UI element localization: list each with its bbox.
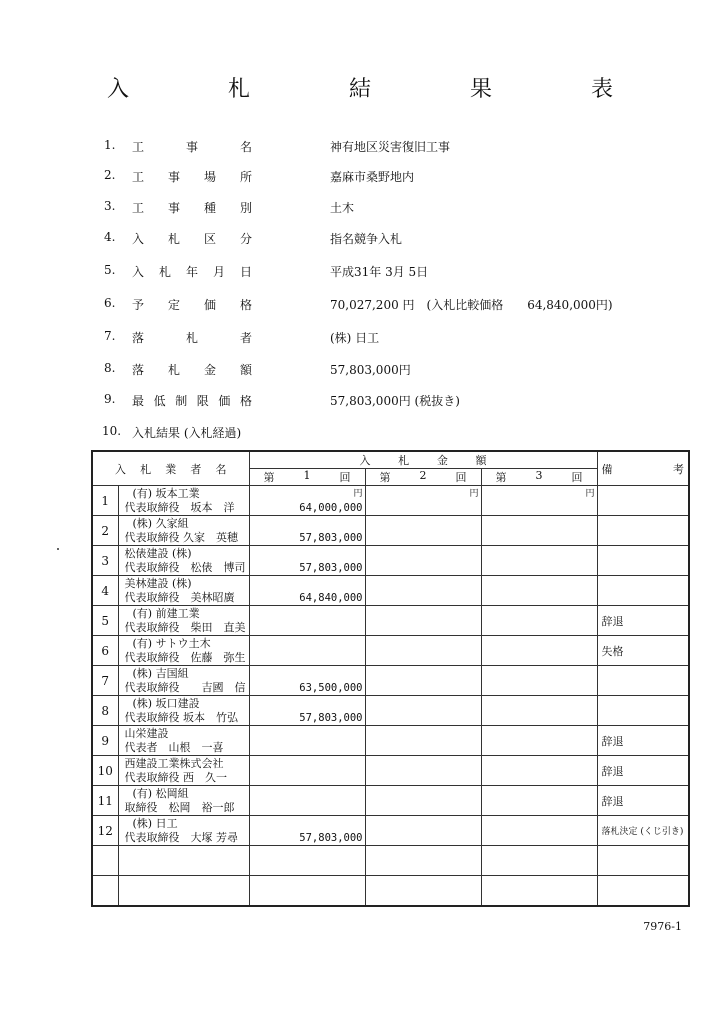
bid-amount-value: 64,840,000 bbox=[299, 592, 363, 604]
table-row bbox=[92, 786, 689, 816]
bid-amount-round-1 bbox=[249, 726, 365, 756]
empty-cell bbox=[597, 876, 689, 907]
info-value: 嘉麻市桑野地内 bbox=[330, 170, 415, 184]
empty-cell bbox=[249, 846, 365, 876]
bid-amount-round-3 bbox=[481, 726, 597, 756]
bid-amount-round-1 bbox=[249, 486, 365, 516]
header-char: 者 bbox=[190, 462, 202, 476]
bidder-name bbox=[118, 516, 249, 546]
remarks bbox=[597, 546, 689, 576]
bid-amount-round-2 bbox=[365, 486, 481, 516]
header-char: 第 bbox=[379, 471, 391, 484]
representative: 代表取締役 吉國 信 bbox=[124, 680, 246, 694]
project-info bbox=[0, 0, 720, 440]
page-title: 入 札 結 果 表 bbox=[107, 77, 659, 102]
company-name: 美林建設 (株) bbox=[124, 576, 192, 590]
info-label-char: 所 bbox=[239, 170, 252, 184]
table-row bbox=[92, 516, 689, 546]
header-char: 考 bbox=[673, 462, 685, 476]
info-label bbox=[132, 230, 252, 247]
info-row-10 bbox=[0, 424, 720, 442]
info-label: 入札結果 (入札経過) bbox=[132, 426, 242, 440]
info-label-char: 限 bbox=[196, 394, 209, 408]
header-char: 入 bbox=[115, 462, 126, 476]
bid-amount-round-1 bbox=[249, 666, 365, 696]
bid-amount-round-3 bbox=[481, 756, 597, 786]
bid-amount-round-3 bbox=[481, 816, 597, 846]
bid-amount-value: 57,803,000 bbox=[299, 832, 363, 844]
row-number: 11 bbox=[92, 786, 118, 816]
info-number: 4. bbox=[104, 230, 116, 244]
bidder-name bbox=[118, 546, 249, 576]
table-row bbox=[92, 696, 689, 726]
info-value: 平成31年 3月 5日 bbox=[330, 265, 429, 279]
info-label-char: 入 bbox=[132, 265, 145, 279]
representative: 代表取締役 大塚 芳尋 bbox=[124, 830, 238, 844]
info-value: 70,027,200 円 (入札比較価格 64,840,000円) bbox=[330, 298, 613, 312]
header-char: 2 bbox=[419, 469, 427, 482]
info-label-char: 低 bbox=[153, 394, 166, 408]
info-label-char: 工 bbox=[132, 201, 145, 215]
remarks bbox=[597, 666, 689, 696]
stray-mark bbox=[57, 548, 59, 550]
bid-amount-round-2 bbox=[365, 696, 481, 726]
info-number: 7. bbox=[104, 329, 116, 343]
yen-unit: 円 bbox=[469, 489, 479, 499]
info-label-char: 格 bbox=[239, 394, 252, 408]
remarks: 失格 bbox=[597, 636, 689, 666]
empty-cell bbox=[92, 876, 118, 907]
remarks bbox=[597, 516, 689, 546]
table-row bbox=[92, 606, 689, 636]
bid-amount-round-2 bbox=[365, 786, 481, 816]
info-label bbox=[132, 392, 252, 409]
info-label-char: 工 bbox=[132, 140, 145, 154]
header-char: 入 bbox=[359, 454, 371, 467]
yen-unit: 円 bbox=[585, 489, 595, 499]
info-row bbox=[0, 138, 720, 156]
representative: 代表取締役 坂本 竹弘 bbox=[124, 710, 238, 724]
info-label-char: 額 bbox=[239, 363, 252, 377]
bid-amount-round-3 bbox=[481, 606, 597, 636]
row-number: 4 bbox=[92, 576, 118, 606]
table-row bbox=[92, 756, 689, 786]
bidder-name bbox=[118, 636, 249, 666]
bid-amount-round-1 bbox=[249, 606, 365, 636]
bidder-name bbox=[118, 576, 249, 606]
bid-amount-round-3 bbox=[481, 786, 597, 816]
header-char: 札 bbox=[398, 454, 410, 467]
row-number: 2 bbox=[92, 516, 118, 546]
info-value: 指名競争入札 bbox=[330, 232, 403, 246]
header-char: 3 bbox=[535, 469, 543, 482]
page-code: 7976-1 bbox=[643, 920, 682, 933]
row-number: 12 bbox=[92, 816, 118, 846]
info-number: 8. bbox=[104, 361, 116, 375]
header-char: 1 bbox=[303, 469, 311, 482]
info-label-char: 落 bbox=[132, 331, 145, 345]
representative: 取締役 松岡 裕一郎 bbox=[124, 800, 235, 814]
info-label-char: 制 bbox=[175, 394, 188, 408]
table-row bbox=[92, 816, 689, 846]
row-number: 6 bbox=[92, 636, 118, 666]
info-label-char: 種 bbox=[203, 201, 216, 215]
bid-amount-value: 57,803,000 bbox=[299, 562, 363, 574]
info-label bbox=[132, 138, 252, 155]
table-row bbox=[92, 546, 689, 576]
empty-cell bbox=[597, 846, 689, 876]
representative: 代表取締役 美林昭廣 bbox=[124, 590, 235, 604]
bid-amount-round-2 bbox=[365, 576, 481, 606]
empty-cell bbox=[481, 876, 597, 907]
empty-cell bbox=[365, 876, 481, 907]
header-bid-amount bbox=[249, 451, 597, 469]
bidder-name bbox=[118, 696, 249, 726]
company-name: 山栄建設 bbox=[124, 726, 169, 740]
info-label-char: 月 bbox=[212, 265, 225, 279]
bid-amount-round-1 bbox=[249, 576, 365, 606]
info-label-char: 分 bbox=[239, 232, 252, 246]
bid-amount-value: 64,000,000 bbox=[299, 502, 363, 514]
bid-amount-round-3 bbox=[481, 696, 597, 726]
bid-amount-round-2 bbox=[365, 816, 481, 846]
info-row bbox=[0, 296, 720, 314]
bid-amount-round-1 bbox=[249, 816, 365, 846]
bidder-name bbox=[118, 756, 249, 786]
remarks: 落札決定 (くじ引き) bbox=[597, 816, 689, 846]
representative: 代表取締役 坂本 洋 bbox=[124, 500, 235, 514]
table-row bbox=[92, 636, 689, 666]
info-label bbox=[132, 199, 252, 216]
info-number: 5. bbox=[104, 263, 116, 277]
info-label-char: 区 bbox=[203, 232, 216, 246]
info-label-char: 定 bbox=[167, 298, 180, 312]
bid-amount-round-2 bbox=[365, 546, 481, 576]
bid-amount-round-3 bbox=[481, 546, 597, 576]
info-value: 土木 bbox=[330, 201, 355, 215]
empty-cell bbox=[118, 876, 249, 907]
yen-unit: 円 bbox=[353, 489, 363, 499]
info-value: 神有地区災害復旧工事 bbox=[330, 140, 451, 154]
info-label bbox=[132, 329, 252, 346]
header-char: 第 bbox=[495, 471, 507, 484]
bid-amount-round-3 bbox=[481, 636, 597, 666]
bid-amount-round-1 bbox=[249, 786, 365, 816]
representative: 代表取締役 佐藤 弥生 bbox=[124, 650, 246, 664]
info-row bbox=[0, 329, 720, 347]
bid-results-table bbox=[91, 450, 690, 907]
bidder-name bbox=[118, 486, 249, 516]
info-label-char: 日 bbox=[239, 265, 252, 279]
company-name: (有) 前建工業 bbox=[132, 606, 200, 620]
row-number: 9 bbox=[92, 726, 118, 756]
bid-amount-round-2 bbox=[365, 666, 481, 696]
remarks bbox=[597, 576, 689, 606]
header-char: 額 bbox=[475, 454, 487, 467]
info-row bbox=[0, 392, 720, 410]
info-number: 2. bbox=[104, 168, 116, 182]
info-label-char: 格 bbox=[239, 298, 252, 312]
info-number: 6. bbox=[104, 296, 116, 310]
company-name: (有) 松岡組 bbox=[132, 786, 189, 800]
remarks: 辞退 bbox=[597, 786, 689, 816]
table-row bbox=[92, 666, 689, 696]
info-label-char: 事 bbox=[167, 170, 180, 184]
bid-amount-round-3 bbox=[481, 486, 597, 516]
company-name: 松俵建設 (株) bbox=[124, 546, 192, 560]
row-number: 5 bbox=[92, 606, 118, 636]
info-label-char: 札 bbox=[185, 331, 198, 345]
bid-amount-round-2 bbox=[365, 606, 481, 636]
company-name: (有) サトウ土木 bbox=[132, 636, 211, 650]
bidder-name bbox=[118, 666, 249, 696]
company-name: (株) 久家組 bbox=[132, 516, 189, 530]
info-row bbox=[0, 199, 720, 217]
row-number: 8 bbox=[92, 696, 118, 726]
bid-amount-value: 57,803,000 bbox=[299, 712, 363, 724]
info-label-char: 札 bbox=[167, 363, 180, 377]
bid-amount-round-1 bbox=[249, 696, 365, 726]
bid-amount-round-2 bbox=[365, 636, 481, 666]
remarks bbox=[597, 696, 689, 726]
bidder-name bbox=[118, 816, 249, 846]
table-row bbox=[92, 576, 689, 606]
bidder-name bbox=[118, 606, 249, 636]
empty-cell bbox=[481, 846, 597, 876]
representative: 代表取締役 柴田 直美 bbox=[124, 620, 246, 634]
info-label-char: 場 bbox=[203, 170, 216, 184]
header-bidder-name bbox=[92, 451, 249, 486]
info-row bbox=[0, 263, 720, 281]
info-label-char: 名 bbox=[239, 140, 252, 154]
bid-amount-round-2 bbox=[365, 516, 481, 546]
row-number: 1 bbox=[92, 486, 118, 516]
header-char: 札 bbox=[140, 462, 152, 476]
row-number: 7 bbox=[92, 666, 118, 696]
bid-amount-round-1 bbox=[249, 756, 365, 786]
info-label-char: 事 bbox=[185, 140, 198, 154]
info-number: 9. bbox=[104, 392, 116, 406]
info-label bbox=[132, 168, 252, 185]
header-round-2 bbox=[365, 469, 481, 486]
header-round-3 bbox=[481, 469, 597, 486]
remarks: 辞退 bbox=[597, 756, 689, 786]
bid-amount-round-1 bbox=[249, 546, 365, 576]
header-char: 金 bbox=[436, 454, 448, 467]
bidder-name bbox=[118, 786, 249, 816]
bid-amount-round-2 bbox=[365, 726, 481, 756]
info-label-char: 価 bbox=[203, 298, 216, 312]
info-label bbox=[132, 361, 252, 378]
info-value: (株) 日工 bbox=[330, 331, 380, 345]
header-char: 備 bbox=[601, 462, 613, 476]
info-label-char: 価 bbox=[218, 394, 231, 408]
info-label-char: 別 bbox=[239, 201, 252, 215]
empty-cell bbox=[118, 846, 249, 876]
company-name: (株) 日工 bbox=[132, 816, 178, 830]
bid-amount-value: 63,500,000 bbox=[299, 682, 363, 694]
header-char: 回 bbox=[455, 471, 467, 484]
header-round-1 bbox=[249, 469, 365, 486]
company-name: 西建設工業株式会社 bbox=[124, 756, 224, 770]
info-label-char: 落 bbox=[132, 363, 145, 377]
representative: 代表取締役 西 久一 bbox=[124, 770, 227, 784]
representative: 代表者 山根 一喜 bbox=[124, 740, 224, 754]
empty-cell bbox=[365, 846, 481, 876]
header-char: 名 bbox=[215, 462, 227, 476]
info-number: 10. bbox=[102, 424, 122, 438]
table-row bbox=[92, 486, 689, 516]
company-name: (株) 坂口建設 bbox=[132, 696, 200, 710]
row-number: 3 bbox=[92, 546, 118, 576]
header-char: 業 bbox=[165, 462, 177, 476]
table-row-empty bbox=[92, 846, 689, 876]
bid-amount-round-3 bbox=[481, 666, 597, 696]
info-label-char: 事 bbox=[167, 201, 180, 215]
bid-amount-round-3 bbox=[481, 516, 597, 546]
info-label-char: 工 bbox=[132, 170, 145, 184]
header-char: 回 bbox=[339, 471, 351, 484]
info-label bbox=[132, 296, 252, 313]
info-label-char: 最 bbox=[132, 394, 145, 408]
company-name: (株) 吉国組 bbox=[132, 666, 189, 680]
info-label bbox=[132, 263, 252, 280]
header-remarks bbox=[597, 451, 689, 486]
info-label-char: 年 bbox=[185, 265, 198, 279]
empty-cell bbox=[92, 846, 118, 876]
header-char: 第 bbox=[263, 471, 275, 484]
company-name: (有) 坂本工業 bbox=[132, 486, 200, 500]
bid-amount-round-2 bbox=[365, 756, 481, 786]
representative: 代表取締役 久家 英穂 bbox=[124, 530, 238, 544]
info-label-char: 金 bbox=[203, 363, 216, 377]
row-number: 10 bbox=[92, 756, 118, 786]
bid-amount-round-1 bbox=[249, 636, 365, 666]
info-number: 3. bbox=[104, 199, 116, 213]
info-row bbox=[0, 168, 720, 186]
info-row bbox=[0, 230, 720, 248]
remarks bbox=[597, 486, 689, 516]
bid-amount-round-1 bbox=[249, 516, 365, 546]
bidder-name bbox=[118, 726, 249, 756]
info-row bbox=[0, 361, 720, 379]
bid-amount-value: 57,803,000 bbox=[299, 532, 363, 544]
info-label-char: 者 bbox=[239, 331, 252, 345]
info-value: 57,803,000円 bbox=[330, 363, 411, 377]
info-label-char: 予 bbox=[132, 298, 145, 312]
info-label-char: 入 bbox=[132, 232, 145, 246]
remarks: 辞退 bbox=[597, 726, 689, 756]
table-row-empty bbox=[92, 876, 689, 907]
remarks: 辞退 bbox=[597, 606, 689, 636]
representative: 代表取締役 松俵 博司 bbox=[124, 560, 246, 574]
info-value: 57,803,000円 (税抜き) bbox=[330, 394, 460, 408]
empty-cell bbox=[249, 876, 365, 907]
info-number: 1. bbox=[104, 138, 116, 152]
info-label-char: 札 bbox=[158, 265, 171, 279]
header-char: 回 bbox=[571, 471, 583, 484]
table-row bbox=[92, 726, 689, 756]
info-label-char: 札 bbox=[167, 232, 180, 246]
bid-amount-round-3 bbox=[481, 576, 597, 606]
